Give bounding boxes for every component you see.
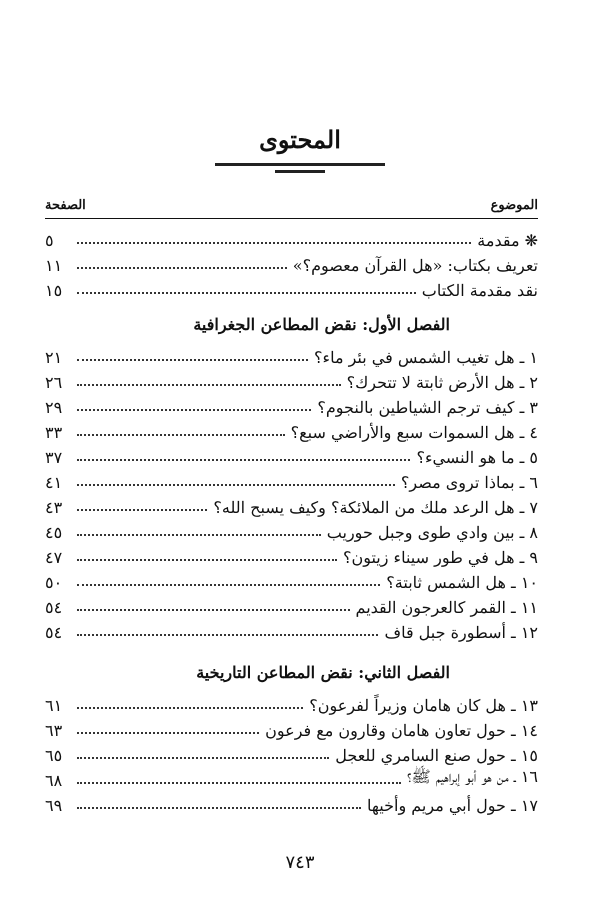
leader-dots: [77, 534, 321, 536]
entry-page: ٢٦: [45, 373, 63, 392]
entry-page: ٤٣: [45, 498, 63, 517]
entry-title: ٧ ـ هل الرعد ملك من الملائكة؟ وكيف يسبح الله؟: [213, 498, 538, 517]
toc-entry-book-intro: [45, 251, 538, 275]
toc-entry: [45, 418, 538, 442]
entry-title: ٣ ـ كيف ترجم الشياطين بالنجوم؟: [317, 398, 538, 417]
leader-dots: [77, 292, 416, 294]
entry-title: ١٧ ـ حول أبي مريم وأخيها: [367, 796, 538, 815]
entry-page: ٤١: [45, 473, 63, 492]
toc-entry: [45, 716, 538, 740]
page-number: ٧٤٣: [285, 852, 315, 873]
entry-page: ١٥: [45, 281, 63, 300]
entry-page: ٢١: [45, 348, 63, 367]
page-column-header: الصفحة: [45, 198, 86, 213]
entry-title: ❋ مقدمة: [477, 231, 538, 250]
leader-dots: [77, 509, 207, 511]
leader-dots: [77, 757, 329, 759]
entry-title: نقد مقدمة الكتاب: [421, 281, 538, 300]
entry-page: ٣٣: [45, 423, 63, 442]
toc-entry-critique: [45, 276, 538, 300]
leader-dots: [77, 782, 401, 784]
leader-dots: [77, 434, 285, 436]
toc-entry-intro: [45, 226, 538, 250]
toc-entry: [45, 343, 538, 367]
leader-dots: [77, 484, 395, 486]
leader-dots: [77, 609, 350, 611]
toc-entry: [45, 518, 538, 542]
entry-title: ١٥ ـ حول صنع السامري للعجل: [335, 746, 538, 765]
entry-title: تعريف بكتاب: «هل القرآن معصوم؟»: [292, 256, 538, 275]
entry-page: ٥٠: [45, 573, 63, 592]
leader-dots: [77, 634, 378, 636]
chapter-2-heading: الفصل الثاني: نقض المطاعن التاريخية: [196, 663, 450, 682]
entry-page: ٦١: [45, 696, 63, 715]
page-title: المحتوى: [259, 125, 341, 154]
chapter-1-heading: الفصل الأول: نقض المطاعن الجغرافية: [193, 315, 450, 334]
entry-title: ٥ ـ ما هو النسيء؟: [416, 448, 538, 467]
entry-page: ٢٩: [45, 398, 63, 417]
entry-title: ١٣ ـ هل كان هامان وزيراً لفرعون؟: [309, 696, 538, 715]
toc-entry: [45, 618, 538, 642]
title-divider: [215, 163, 385, 166]
toc-entry: [45, 568, 538, 592]
leader-dots: [77, 242, 471, 244]
entry-title: ٦ ـ بماذا تروى مصر؟: [400, 473, 538, 492]
leader-dots: [77, 409, 311, 411]
leader-dots: [77, 359, 308, 361]
entry-title: ١٤ ـ حول تعاون هامان وقارون مع فرعون: [265, 721, 538, 740]
entry-page: ٦٥: [45, 746, 63, 765]
entry-page: ٤٧: [45, 548, 63, 567]
entry-title: ٢ ـ هل الأرض ثابتة لا تتحرك؟: [346, 373, 538, 392]
leader-dots: [77, 732, 259, 734]
toc-entry: [45, 393, 538, 417]
toc-entry: [45, 593, 538, 617]
entry-page: ٤٥: [45, 523, 63, 542]
entry-title: ١ ـ هل تغيب الشمس في بئر ماء؟: [314, 348, 538, 367]
toc-entry: [45, 766, 538, 790]
entry-title: ٩ ـ هل في طور سيناء زيتون؟: [342, 548, 538, 567]
leader-dots: [77, 559, 337, 561]
leader-dots: [77, 807, 361, 809]
toc-entry: [45, 493, 538, 517]
toc-entry: [45, 368, 538, 392]
leader-dots: [77, 707, 303, 709]
entry-title: ١١ ـ القمر كالعرجون القديم: [355, 598, 538, 617]
entry-page: ٦٩: [45, 796, 63, 815]
entry-page: ٣٧: [45, 448, 63, 467]
entry-page: ٦٨: [45, 771, 63, 790]
toc-entry: [45, 791, 538, 815]
toc-entry: [45, 741, 538, 765]
entry-page: ٥٤: [45, 598, 63, 617]
entry-title: ١٦ ـ من هو أبو إبراهيم ﷺ؟: [406, 767, 538, 786]
topic-column-header: الموضوع: [490, 198, 538, 213]
title-divider-short: [275, 170, 325, 173]
leader-dots: [77, 459, 410, 461]
toc-entry: [45, 443, 538, 467]
header-rule: [45, 218, 538, 219]
toc-entry: [45, 468, 538, 492]
entry-title: ٨ ـ بين وادي طوى وجبل حوريب: [326, 523, 538, 542]
entry-title: ١٠ ـ هل الشمس ثابتة؟: [386, 573, 538, 592]
toc-entry: [45, 691, 538, 715]
entry-title: ١٢ ـ أسطورة جبل قاف: [384, 623, 538, 642]
entry-page: ٥: [45, 231, 54, 250]
toc-entry: [45, 543, 538, 567]
entry-page: ١١: [45, 256, 63, 275]
entry-title: ٤ ـ هل السموات سبع والأراضي سبع؟: [290, 423, 538, 442]
entry-page: ٥٤: [45, 623, 63, 642]
leader-dots: [77, 384, 341, 386]
entry-page: ٦٣: [45, 721, 63, 740]
leader-dots: [77, 267, 287, 269]
leader-dots: [77, 584, 380, 586]
